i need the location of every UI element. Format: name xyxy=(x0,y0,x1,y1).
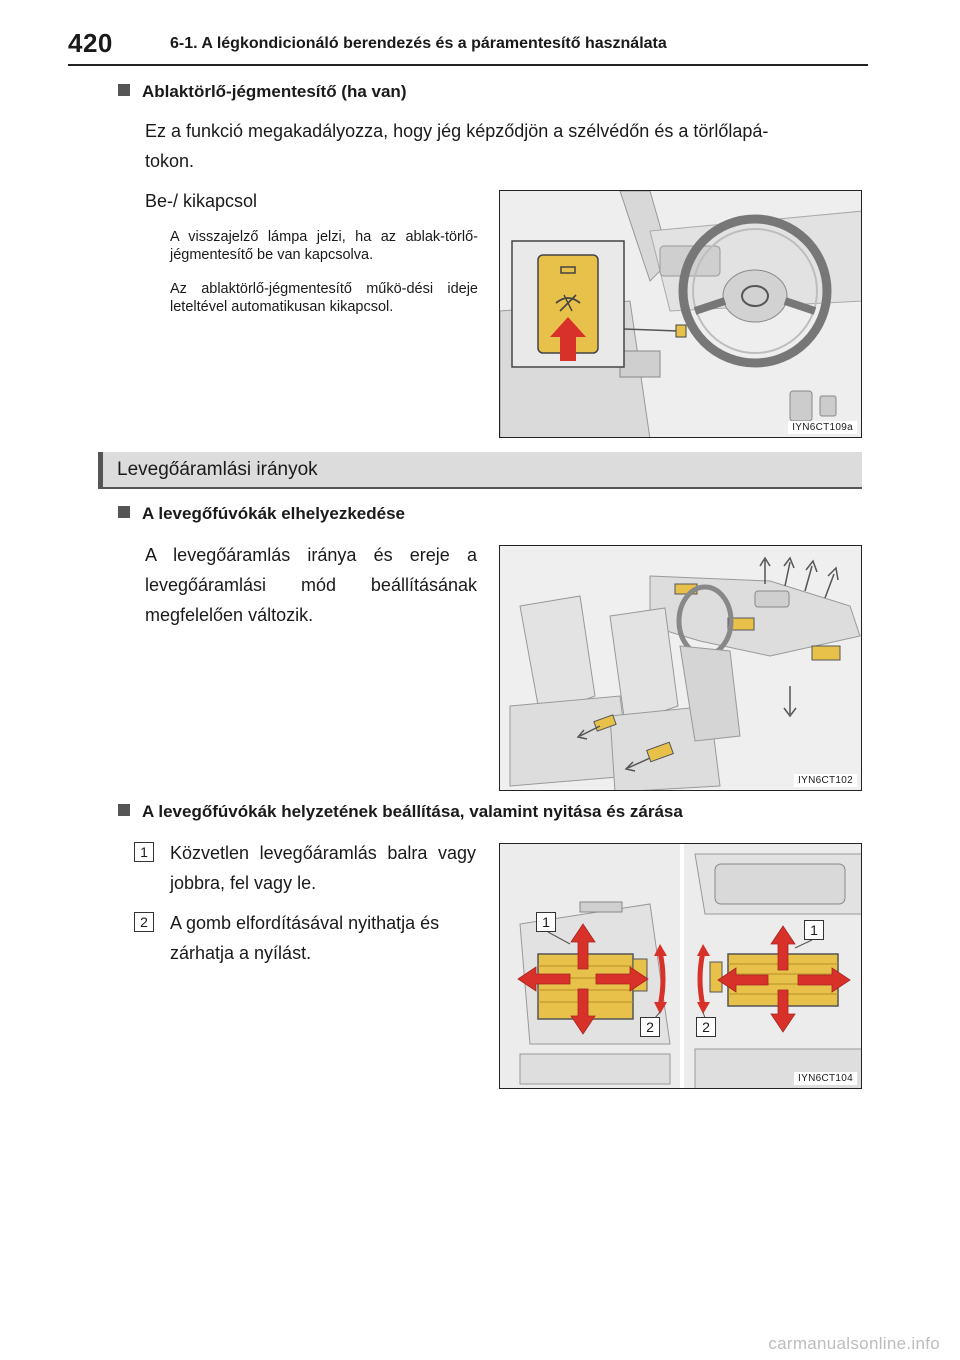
cabin-illustration xyxy=(500,546,862,791)
indicator-note: A visszajelző lámpa jelzi, ha az ablak-törlő-jégmentesítő be van kapcsolva. xyxy=(170,229,478,263)
vent-adjust-figure xyxy=(499,843,862,1089)
section-title-bar xyxy=(98,452,862,489)
callout-1: 1 xyxy=(804,920,824,940)
page-header xyxy=(68,26,868,66)
deicer-switch-figure xyxy=(499,190,862,438)
step-text: Közvetlen levegőáramlás balra vagy jobbra, fel vagy le. xyxy=(170,843,476,893)
wiper-deicer-intro: Ez a funkció megakadályozza, hogy jég képződjön a szélvédőn és a törlőlapá- tokon. xyxy=(145,121,769,171)
vent-adjust-heading: A levegőfúvókák helyzetének beállítása, valamint nyitása és zárása xyxy=(118,802,683,822)
callout-2: 2 xyxy=(696,1017,716,1037)
cockpit-illustration xyxy=(500,191,862,438)
square-bullet-icon xyxy=(118,84,130,96)
vent-location-text: A levegőáramlás iránya és ereje a levegőáramlási mód beállításának megfelelően változik. xyxy=(145,545,477,625)
callout-2: 2 xyxy=(640,1017,660,1037)
step-text: A gomb elfordításával nyithatja és zárhatja a nyílást. xyxy=(170,913,440,963)
square-bullet-icon xyxy=(118,506,130,518)
figure-code: IYN6CT109a xyxy=(788,421,857,434)
callout-1: 1 xyxy=(536,912,556,932)
figure-code: IYN6CT102 xyxy=(794,774,857,787)
watermark: carmanualsonline.info xyxy=(768,1334,940,1353)
vent-location-figure xyxy=(499,545,862,791)
square-bullet-icon xyxy=(118,804,130,816)
auto-off-note: Az ablaktörlő-jégmentesítő műkö-dési ideje leteltével automatikusan kikapcsol. xyxy=(170,281,478,315)
vent-adjust-illustration xyxy=(500,844,862,1089)
onoff-label: Be-/ kikapcsol xyxy=(145,191,258,211)
figure-code: IYN6CT104 xyxy=(794,1072,857,1085)
step-badge: 2 xyxy=(134,912,154,932)
vent-location-heading: A levegőfúvókák elhelyezkedése xyxy=(118,504,405,524)
page-number: 420 xyxy=(68,28,113,58)
step-badge: 1 xyxy=(134,842,154,862)
section-title: Levegőáramlási irányok xyxy=(117,459,318,480)
wiper-deicer-heading: Ablaktörlő-jégmentesítő (ha van) xyxy=(118,82,406,102)
chapter-title: 6-1. A légkondicionáló berendezés és a páramentesítő használata xyxy=(170,35,667,52)
